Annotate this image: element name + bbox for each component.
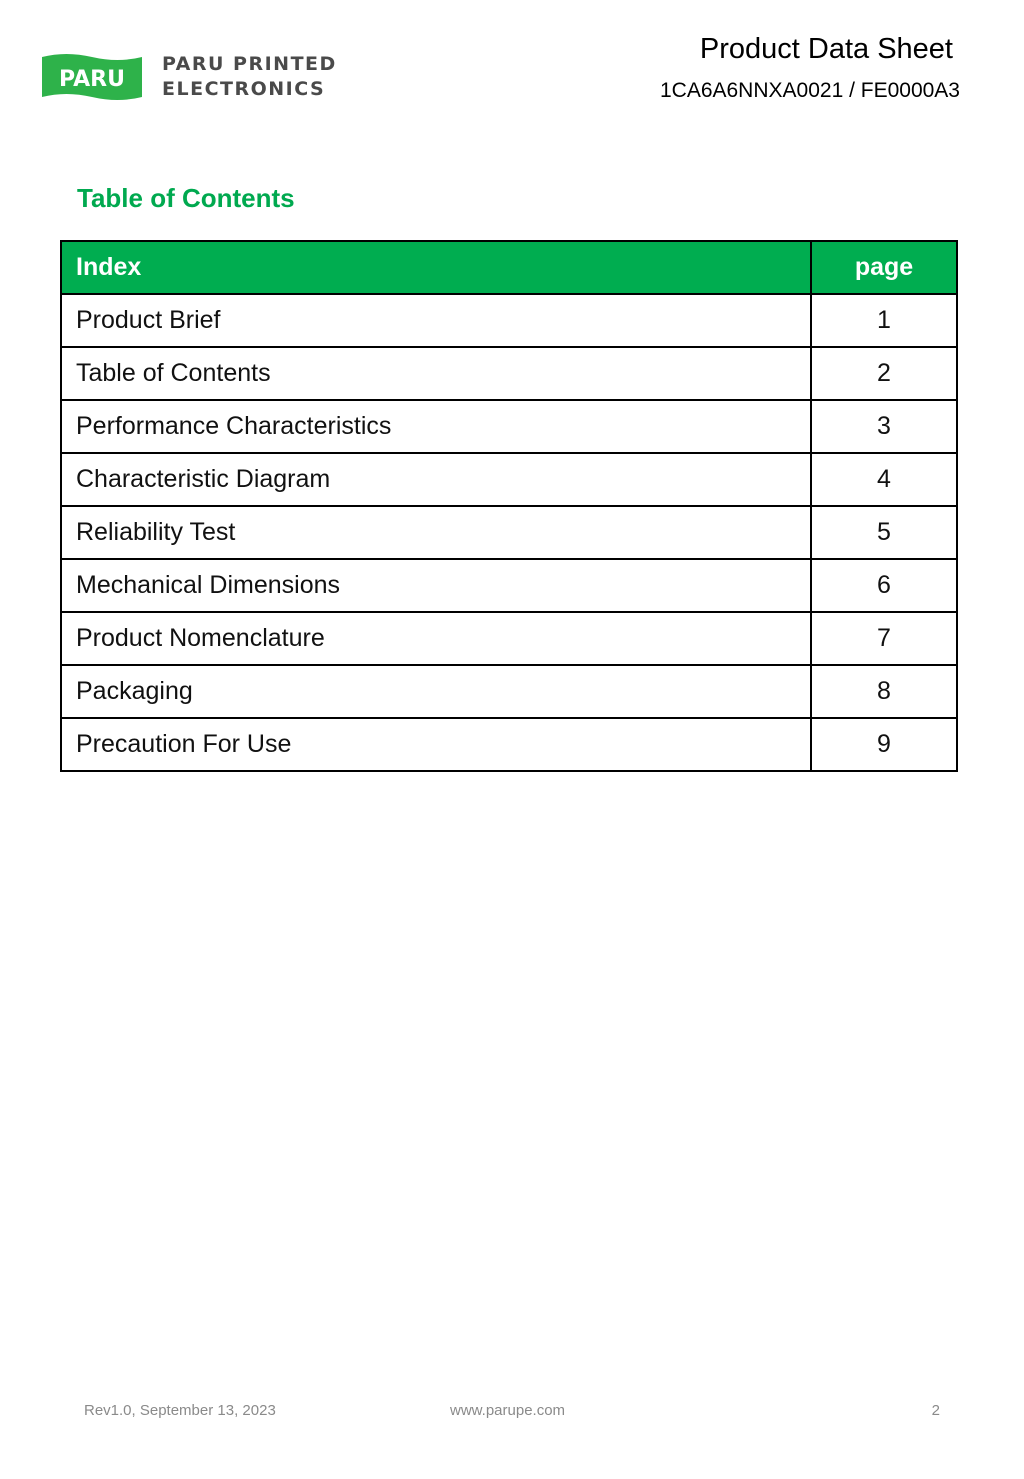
svg-text:PARU: PARU xyxy=(59,67,125,92)
toc-entry: Product Nomenclature xyxy=(61,612,811,665)
document-title: Product Data Sheet xyxy=(699,33,953,65)
table-row xyxy=(61,718,957,771)
toc-entry: Product Brief xyxy=(61,294,811,347)
section-title: Table of Contents xyxy=(77,183,295,213)
table-row xyxy=(61,453,957,506)
toc-entry: Characteristic Diagram xyxy=(61,453,811,506)
toc-entry: Mechanical Dimensions xyxy=(61,559,811,612)
company-name-line1: PARU PRINTED xyxy=(162,53,337,75)
product-code: 1CA6A6NNXA0021 / FE0000A3 xyxy=(659,79,960,102)
table-row xyxy=(61,612,957,665)
toc-entry: Precaution For Use xyxy=(61,718,811,771)
toc-entry: Table of Contents xyxy=(61,347,811,400)
table-row xyxy=(61,400,957,453)
paru-flag-logo-icon xyxy=(40,51,144,103)
table-row xyxy=(61,559,957,612)
footer-website: www.parupe.com xyxy=(450,1402,566,1419)
toc-page-number: 3 xyxy=(811,400,957,453)
table-row xyxy=(61,665,957,718)
toc-header-page: page xyxy=(811,241,957,294)
toc-table xyxy=(60,240,958,772)
footer-page-number: 2 xyxy=(931,1402,940,1419)
toc-page-number: 6 xyxy=(811,559,957,612)
toc-entry: Reliability Test xyxy=(61,506,811,559)
company-name-line2: ELECTRONICS xyxy=(162,78,326,100)
toc-page-number: 8 xyxy=(811,665,957,718)
toc-header-row xyxy=(61,241,957,294)
toc-header-index: Index xyxy=(61,241,811,294)
toc-page-number: 1 xyxy=(811,294,957,347)
table-row xyxy=(61,347,957,400)
toc-entry: Packaging xyxy=(61,665,811,718)
table-row xyxy=(61,506,957,559)
toc-page-number: 5 xyxy=(811,506,957,559)
toc-page-number: 4 xyxy=(811,453,957,506)
toc-entry: Performance Characteristics xyxy=(61,400,811,453)
toc-page-number: 9 xyxy=(811,718,957,771)
toc-page-number: 7 xyxy=(811,612,957,665)
toc-page-number: 2 xyxy=(811,347,957,400)
table-row xyxy=(61,294,957,347)
footer-revision: Rev1.0, September 13, 2023 xyxy=(84,1402,276,1419)
company-name xyxy=(162,52,337,102)
company-logo xyxy=(40,50,337,104)
